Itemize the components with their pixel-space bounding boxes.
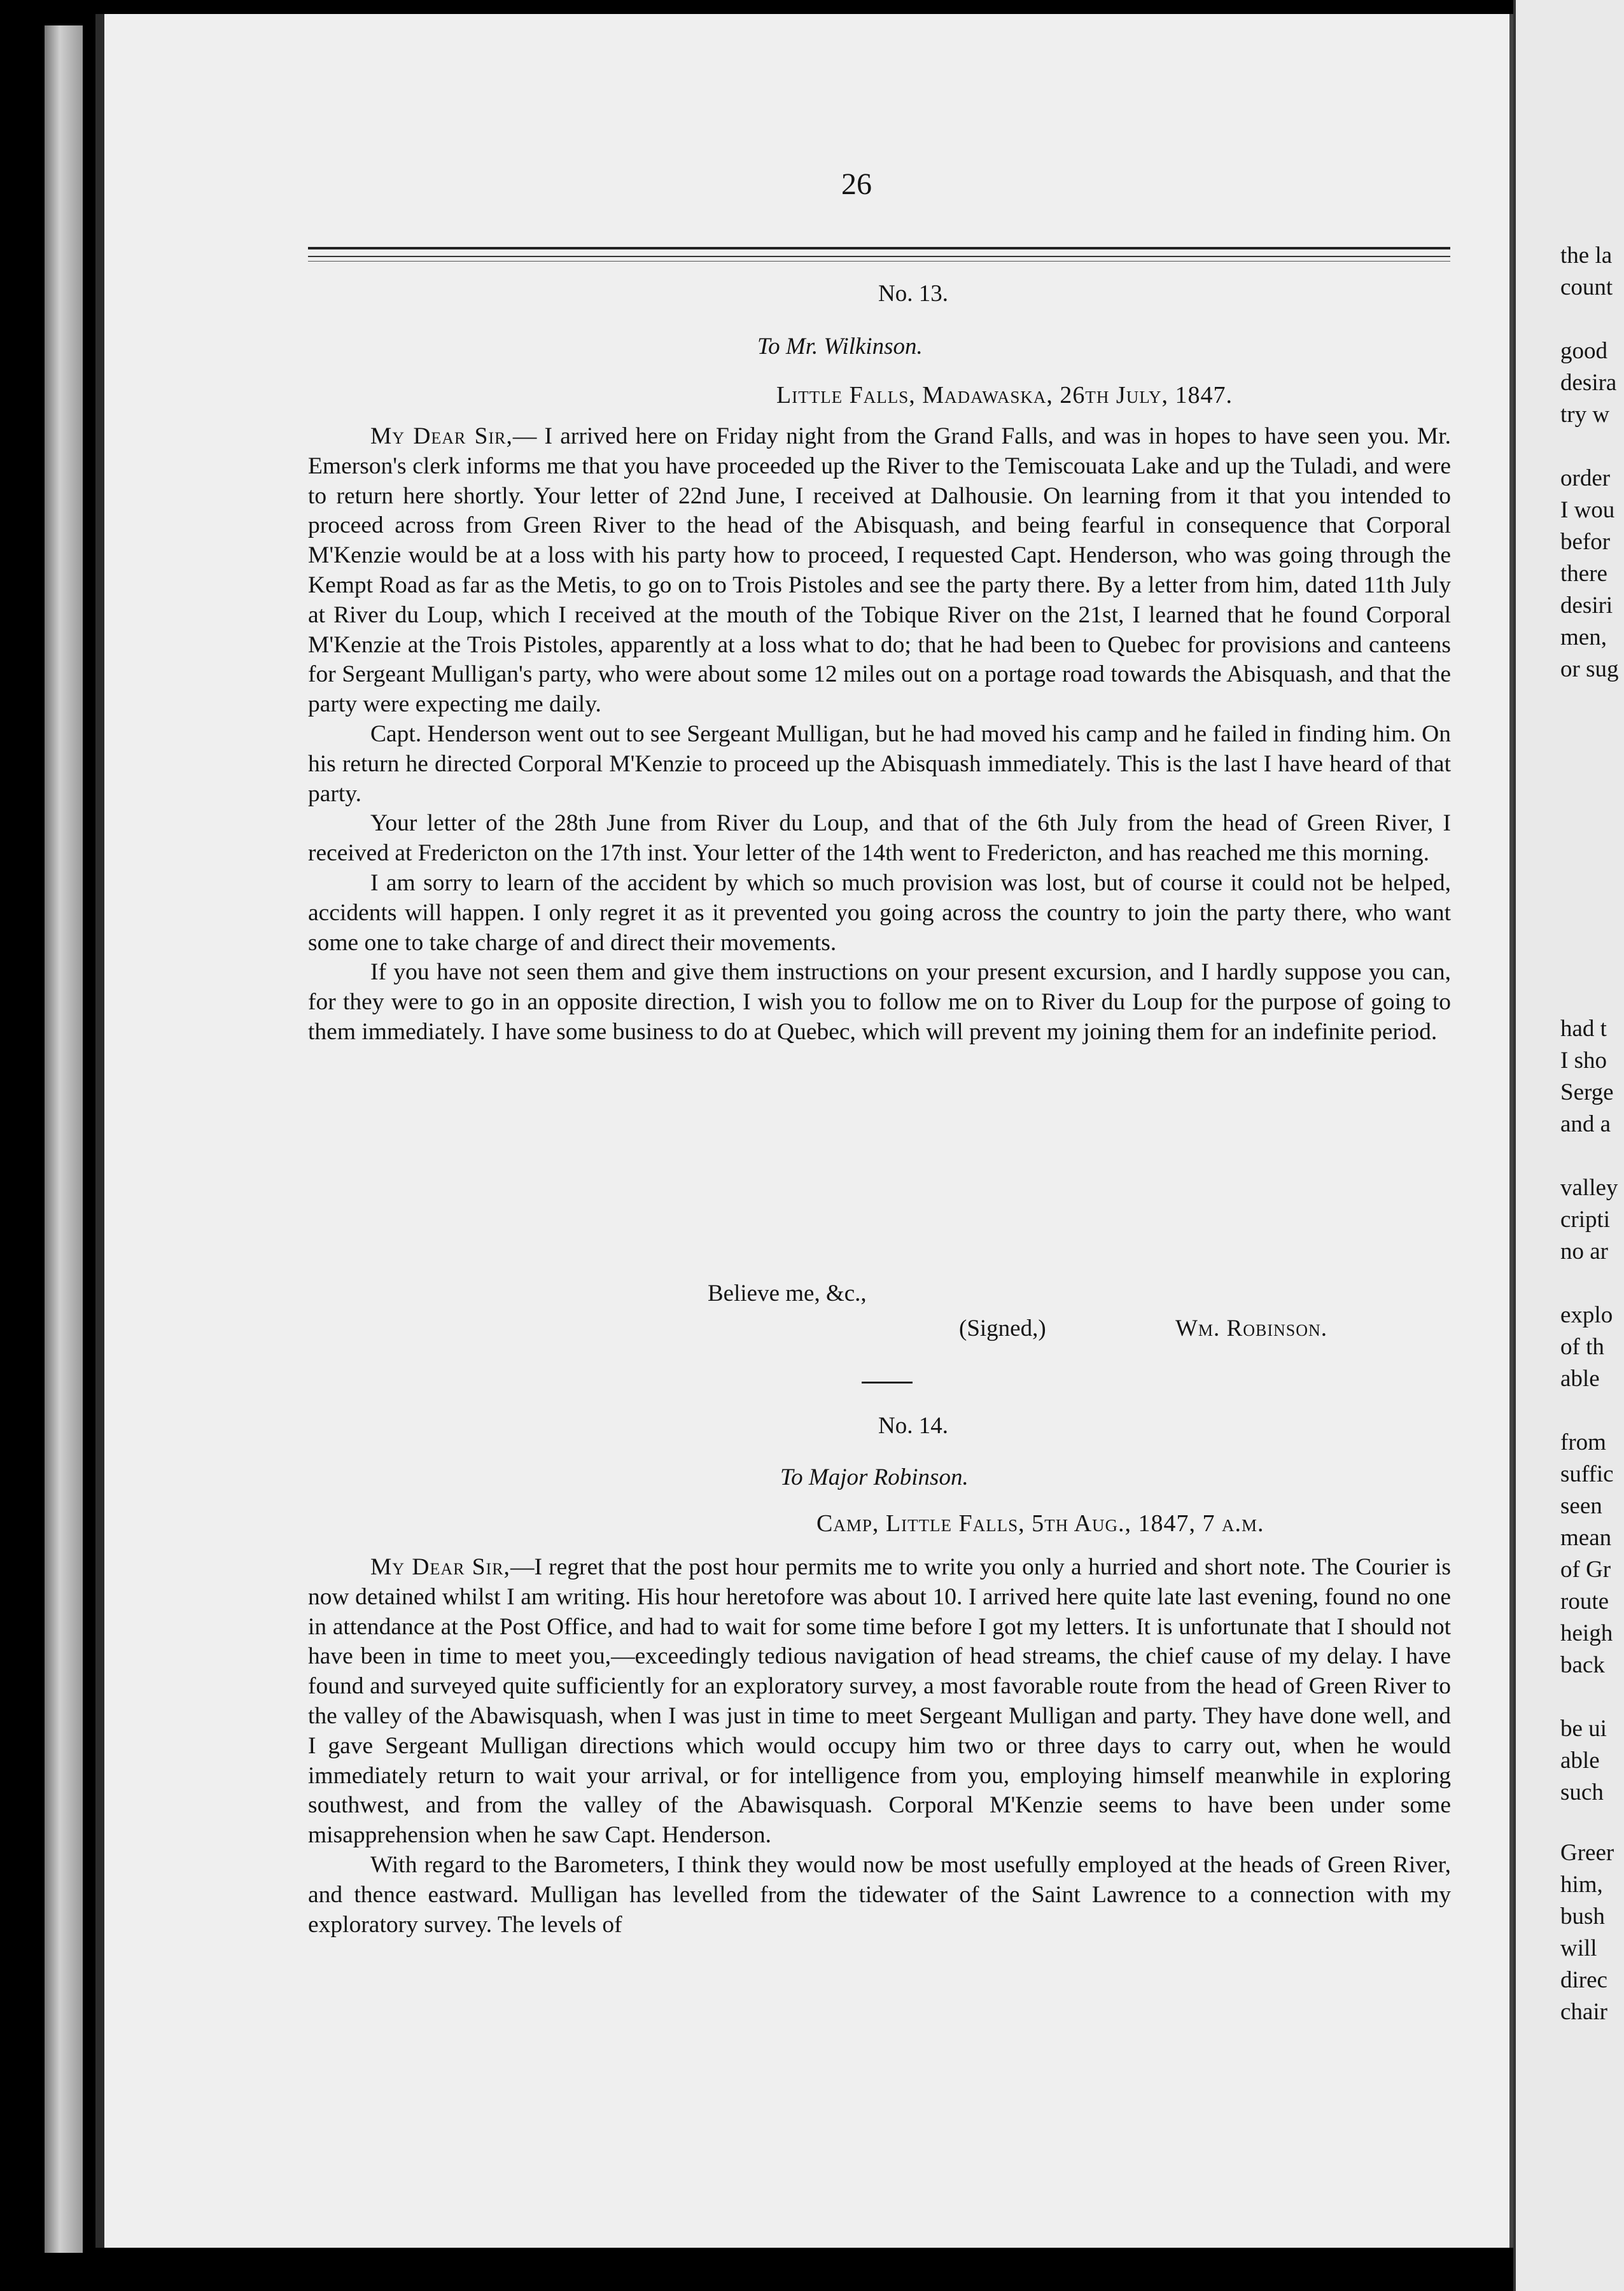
facing-page-fragment: valley (1560, 1175, 1618, 1201)
book-spine (45, 25, 83, 2253)
facing-page-fragment: suffic (1560, 1461, 1614, 1487)
facing-page-fragment: explo (1560, 1302, 1613, 1328)
facing-page-fragment: able (1560, 1748, 1600, 1774)
facing-page-fragment: from (1560, 1429, 1606, 1455)
letter-13-signature: Wm. Robinson. (1175, 1315, 1328, 1342)
facing-page (1513, 0, 1624, 2291)
facing-page-fragment: there (1560, 561, 1607, 587)
facing-page-fragment: heigh (1560, 1620, 1613, 1646)
letter-14-paragraph: With regard to the Barometers, I think they would now be most usefully employed at the heads of Green River, and thence eastward. Mulligan has levelled from the tidewater of the Saint Lawrence to a connection with my exploratory survey. The levels of (308, 1851, 1451, 1938)
facing-page-fragment: will (1560, 1935, 1597, 1961)
letter-13-paragraph: Capt. Henderson went out to see Sergeant Mulligan, but he had moved his camp and he failed in finding him. On his return he directed Corporal M'Kenzie to proceed up the Abisquash immediately. This is the last I have heard of that party. (308, 720, 1451, 807)
facing-page-fragment: be ui (1560, 1716, 1607, 1742)
facing-page-fragment: Greer (1560, 1840, 1614, 1866)
letter-13-dateline: Little Falls, Madawaska, 26th July, 1847. (776, 382, 1233, 409)
facing-page-fragment: chair (1560, 1999, 1607, 2025)
letter-14-paragraph: My Dear Sir,—I regret that the post hour permits me to write you only a hurried and short note. The Courier is now detained whilst I am writing. His hour heretofore was about 10. I arrived here quite late last evening, found no one in attendance at the Post Office, and had to wait for some time before I got my letters. It is unfortunate that I should not have been in time to meet you,—exceedingly tedious navigation of head streams, the chief cause of my delay. I have found and surveyed quite sufficiently for an exploratory survey, a most favorable route from the head of Green River to the valley of the Abawisquash, when I was just in time to meet Sergeant Mulligan and party. They have done well, and I gave Sergeant Mulligan directions which would occupy him two or three days to carry out, when he would immediately return to wait your arrival, or for intelligence from you, employing himself meanwhile in exploring southwest, and from the valley of the Abawisquash. Corporal M'Kenzie seems to have been under some misapprehension when he saw Capt. Henderson. (308, 1554, 1451, 1849)
facing-page-fragment: route (1560, 1588, 1609, 1615)
facing-page-fragment: I wou (1560, 497, 1615, 523)
letter-13-paragraph: My Dear Sir,— I arrived here on Friday night from the Grand Falls, and was in hopes to have seen you. Mr. Emerson's clerk informs me that you have proceeded up the River to the Temiscouata Lake and up the Tuladi, and were to return here shortly. Your letter of 22nd June, I received at Dalhousie. On learning from it that you intended to proceed across from Green River to the head of the Abisquash, and being fearful in consequence that Corporal M'Kenzie would be at a loss with his party how to proceed, I requested Capt. Henderson, who was going through the Kempt Road as far as the Metis, to go on to Trois Pistoles and see the party there. By a letter from him, dated 11th July at River du Loup, which I received at the mouth of the Tobique River on the 21st, I learned that he found Corporal M'Kenzie at the Trois Pistoles, apparently at a loss what to do; that he had been to Quebec for provisions and canteens for Sergeant Mulligan's party, who were about some 12 miles out on a portage road towards the Abisquash, and that the party were expecting me daily. (308, 423, 1452, 718)
letter-14-number: No. 14. (878, 1413, 948, 1439)
facing-page-fragment: no ar (1560, 1238, 1608, 1265)
facing-page-fragment: men, (1560, 624, 1607, 650)
section-divider (862, 1382, 913, 1384)
facing-page-fragment: order (1560, 465, 1611, 491)
letter-13-paragraph: If you have not seen them and give them instructions on your present excursion, and I hardly suppose you can, for they were to go in an opposite direction, I wish you to follow me on to River du Loup for the purpose of going to them immediately. I have some business to do at Quebec, which will prevent my joining them for an indefinite period. (308, 959, 1451, 1045)
letter-14-addressee: To Major Robinson. (780, 1464, 969, 1490)
facing-page-fragment: try w (1560, 402, 1610, 428)
facing-page-fragment: count (1560, 274, 1613, 300)
facing-page-fragment: I sho (1560, 1047, 1607, 1074)
facing-page-fragment: direc (1560, 1967, 1607, 1993)
letter-13-closing: Believe me, &c., (708, 1280, 867, 1307)
facing-page-fragment: and a (1560, 1111, 1611, 1137)
header-rule (308, 261, 1450, 262)
facing-page-fragment: desiri (1560, 592, 1613, 619)
letter-13-signed: (Signed,) (959, 1315, 1046, 1342)
facing-page-fragment: bush (1560, 1903, 1605, 1930)
facing-page-fragment: befor (1560, 529, 1611, 555)
facing-page-fragment: mean (1560, 1525, 1612, 1551)
facing-page-fragment: back (1560, 1652, 1605, 1678)
facing-page-fragment: the la (1560, 242, 1613, 269)
facing-page-fragment: of Gr (1560, 1557, 1611, 1583)
letter-13-paragraph: I am sorry to learn of the accident by which so much provision was lost, but of course it could not be helped, accidents will happen. I only regret it as it prevented you going across the country to join the party there, who want some one to take charge of and direct their movements. (308, 869, 1451, 956)
letter-13-body (308, 422, 1451, 1047)
header-rule (308, 247, 1450, 249)
facing-page-fragment: able (1560, 1366, 1600, 1392)
letter-13-addressee: To Mr. Wilkinson. (757, 333, 923, 360)
facing-page-fragment: cripti (1560, 1207, 1611, 1233)
facing-page-fragment: of th (1560, 1334, 1604, 1360)
facing-page-fragment: seen (1560, 1493, 1602, 1519)
letter-14-salutation: My Dear Sir, (370, 1554, 510, 1580)
header-rule (308, 256, 1450, 257)
page-number: 26 (841, 167, 872, 201)
facing-page-fragment: such (1560, 1779, 1604, 1805)
facing-page-fragment: good (1560, 338, 1607, 364)
letter-13-salutation: My Dear Sir, (370, 423, 513, 449)
facing-page-fragment: desira (1560, 370, 1617, 396)
letter-13-paragraph: Your letter of the 28th June from River du Loup, and that of the 6th July from the head of Green River, I received at Fredericton on the 17th inst. Your letter of the 14th went to Fredericton, and has reached me this morning. (308, 810, 1451, 867)
facing-page-fragment: or sug (1560, 656, 1619, 682)
facing-page-fragment: him, (1560, 1872, 1603, 1898)
facing-page-fragment: had t (1560, 1016, 1607, 1042)
letter-14-dateline: Camp, Little Falls, 5th Aug., 1847, 7 a.m. (816, 1510, 1264, 1537)
letter-14-body (308, 1553, 1451, 1940)
letter-13-number: No. 13. (878, 281, 948, 307)
facing-page-fragment: Serge (1560, 1079, 1614, 1105)
